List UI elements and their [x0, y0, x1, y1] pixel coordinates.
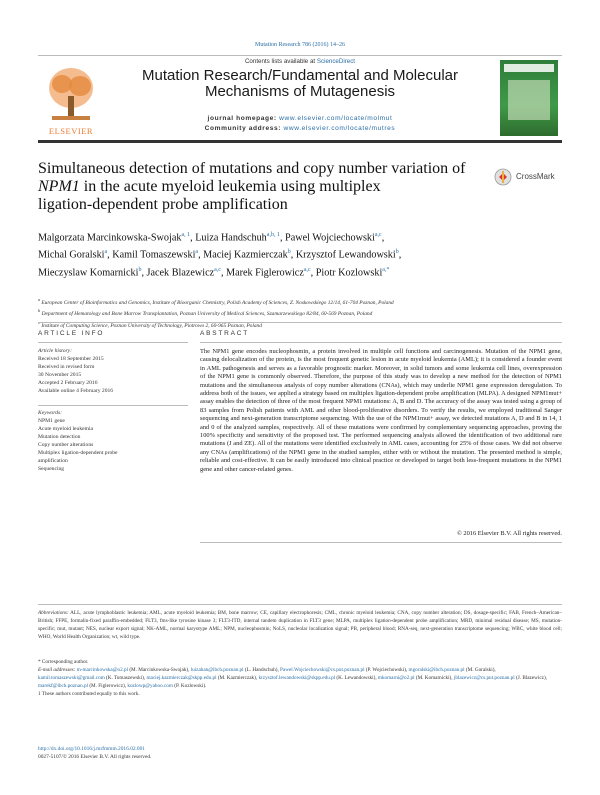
email-link[interactable]: kamil.tomaszewski@gmail.com: [38, 675, 105, 681]
author-name: Mieczyslaw Komarnicki: [38, 267, 139, 279]
email-owner: (J. Blazewicz),: [514, 675, 547, 681]
author-list: Malgorzata Marcinkowska-Swojak$^{a, 1}$, Luiza Handschuh$^{a,b, 1}$, Pawel Wojciechowski$^{a,c}$, Michal Goralski$^a$, Kamil Tomaszewski$^a$, Maciej Kazmierczak$^b$, Krzysztof Lewandowski$^b$, Mieczyslaw Komarnicki$^b$, Jacek Blazewicz$^{a,c}$, Marek Figlerowicz$^{a,c}$, Piotr Kozlowski$^{a,*}$: [38, 232, 402, 279]
journal-title-line1: Mutation Research/Fundamental and Molecular: [141, 67, 458, 84]
divider: [38, 319, 562, 325]
issn-line: 0027-5107/© 2016 Elsevier B.V. All rights reserved.: [38, 754, 152, 760]
keywords: [38, 409, 188, 473]
abbreviations-text: ALL, acute lymphoblastic leukemia; AML, acute myeloid leukemia; BM, bone marrow; CE, capillary electrophoresis; CML, chronic myeloid leukemia; CNA, copy number alteration; DS, dosage-specific; FAB, French–American–British; FFPE, formalin-fixed paraffin-embedded; FLT3, fms-like tyrosine kinase 3; FLT3-ITD, internal tandem duplication in FLT3 gene; MLPA, multiplex ligation-dependent probe amplification; MRD, minimal residual disease; MS, mutation-specific; mut, mutant; NES, nuclear export signal; NK-AML, normal karyotype AML; NPM, nucleophosmin; NoLS, nucleolar localization signal; PB, peripheral blood; RNA-seq, next-generation transcriptome sequencing; WBC, white blood cell; WHO, World Health Organization; wt, wild type.: [38, 610, 562, 640]
crossmark-badge[interactable]: [494, 168, 558, 188]
author-name: Luiza Handschuh: [195, 232, 267, 244]
author-affiliation-marker[interactable]: b: [287, 249, 291, 256]
contents-prefix: Contents lists available at: [244, 58, 317, 65]
email-link[interactable]: luizahan@ibch.poznan.pl: [190, 667, 244, 673]
author-affiliation-marker[interactable]: a,c: [374, 232, 382, 238]
email-link[interactable]: m-marcinkowska@o2.pl: [76, 667, 129, 673]
email-owner: (M. Marcinkowska-Swojak),: [128, 667, 191, 673]
email-link[interactable]: mkomarni@o2.pl: [377, 675, 415, 681]
doi-link[interactable]: http://dx.doi.org/10.1016/j.mrfmmm.2016.02.001: [38, 746, 145, 752]
email-owner: (K. Tomaszewski),: [104, 675, 147, 681]
affiliation-marker: c: [38, 319, 40, 325]
keyword: Mutation detection: [38, 434, 81, 440]
affiliation-marker: b: [38, 308, 41, 314]
author-name: Kamil Tomaszewski: [112, 249, 196, 261]
elsevier-tree-logo: [40, 60, 102, 136]
article-title: [38, 160, 478, 214]
divider: [200, 342, 562, 343]
cover-banner: [504, 64, 554, 72]
affiliation-text: European Center of Bioinformatics and Genomics, Institute of Bioorganic Chemistry, Polish Academy of Sciences, Z. Noskowskiego 12/14, 61-704 Poznan, Poland: [40, 299, 394, 306]
email-owner: (P. Kozlowski).: [172, 683, 207, 689]
equal-contribution-note: 1 These authors contributed equally to this work.: [38, 691, 140, 697]
affiliation: [38, 307, 562, 318]
affiliations: [38, 296, 562, 330]
journal-cover-thumbnail: [500, 60, 558, 136]
author-affiliation-marker[interactable]: a: [195, 249, 199, 256]
keyword: Sequencing: [38, 466, 65, 472]
author-notes: [38, 658, 562, 698]
history-label: Article history:: [38, 348, 73, 354]
divider: [38, 604, 562, 605]
email-link[interactable]: mgoralski@ibch.poznan.pl: [408, 667, 465, 673]
email-addresses: [38, 666, 562, 690]
email-label: E-mail addresses:: [38, 667, 76, 673]
email-owner: (M. Komarnicki),: [414, 675, 454, 681]
affiliation-text: Department of Hematology and Bone Marrow Transplantation, Poznan University of Medical Sciences, Szamarzewskiego 82/84, 60-569 Poznan, Poland: [40, 311, 373, 318]
email-link[interactable]: jblazewicz@cs.put.poznan.pl: [453, 675, 515, 681]
keywords-label: Keywords:: [38, 410, 63, 416]
keyword: NPM1 gene: [38, 418, 65, 424]
elsevier-wordmark: ELSEVIER: [48, 126, 94, 136]
abbreviations-label: Abbreviations:: [38, 610, 69, 616]
author-affiliation-marker[interactable]: a,*: [382, 266, 390, 273]
author-affiliation-marker[interactable]: a,c: [214, 266, 221, 273]
article-info-heading: ARTICLE INFO: [38, 330, 105, 337]
contents-available: [110, 58, 490, 65]
author-affiliation-marker[interactable]: a, 1: [181, 232, 191, 238]
journal-homepage: [110, 115, 490, 122]
title-gene: NPM1: [38, 178, 80, 195]
author-affiliation-marker[interactable]: b: [395, 249, 399, 256]
author-name: Piotr Kozlowski: [315, 267, 383, 279]
affiliation-marker: a: [38, 297, 40, 302]
email-owner: (M. Figlerowicz),: [88, 683, 128, 689]
keyword: Multiplex ligation-dependent probe: [38, 450, 118, 456]
history-entry: Received in revised form: [38, 364, 95, 370]
homepage-link[interactable]: www.elsevier.com/locate/molmut: [279, 115, 393, 122]
history-entry: Available online 4 February 2016: [38, 388, 114, 394]
divider: [38, 342, 188, 343]
affiliation: [38, 319, 562, 330]
history-entry: 30 November 2015: [38, 372, 82, 378]
email-owner: (P. Wojciechowski),: [364, 667, 409, 673]
email-link[interactable]: kozlowp@yahoo.com: [127, 683, 173, 689]
author-affiliation-marker[interactable]: b: [138, 266, 142, 273]
author-name: Marek Figlerowicz: [226, 267, 304, 279]
author-name: Krzysztof Lewandowski: [295, 249, 396, 261]
email-link[interactable]: marekf@ibch.poznan.pl: [38, 683, 89, 689]
email-link[interactable]: Pawel.Wojciechowski@cs.put.poznan.pl: [280, 667, 365, 673]
corresponding-author: * Corresponding author.: [38, 659, 89, 665]
community-link[interactable]: www.elsevier.com/locate/mutres: [283, 125, 396, 132]
article-history: [38, 347, 188, 395]
affiliation: [38, 296, 562, 307]
journal-title: [110, 68, 490, 100]
history-entry: Accepted 2 February 2016: [38, 380, 98, 386]
author-name: Michal Goralski: [38, 249, 105, 261]
affiliation-text: Institute of Computing Science, Poznan University of Technology, Piotrowo 2, 60-965 Poznan, Poland: [40, 322, 262, 329]
journal-citation[interactable]: Mutation Research 786 (2016) 14–26: [255, 42, 345, 48]
homepage-label: journal homepage:: [207, 115, 280, 122]
email-owner: (M. Kazmierczak),: [216, 675, 259, 681]
title-part3: ligation-dependent probe amplification: [38, 196, 288, 213]
abstract-heading: ABSTRACT: [200, 330, 250, 337]
email-owner: (L. Handschuh),: [243, 667, 281, 673]
author-affiliation-marker[interactable]: a,b, 1: [266, 232, 280, 238]
email-owner: (K. Lewandowski),: [335, 675, 378, 681]
author-affiliation-marker[interactable]: a,c: [303, 266, 311, 273]
author-name: Pawel Wojciechowski: [285, 232, 375, 244]
email-owner: (M. Goralski),: [464, 667, 496, 673]
community-label: Community address:: [204, 125, 284, 132]
abbreviations-footnote: [38, 609, 562, 641]
title-part1: Simultaneous detection of mutations and copy number variation of: [38, 160, 466, 177]
author-name: Malgorzata Marcinkowska-Swojak: [38, 232, 182, 244]
history-entry: Received 18 September 2015: [38, 356, 104, 362]
abstract-copyright: © 2016 Elsevier B.V. All rights reserved.: [456, 530, 562, 537]
email-link[interactable]: krzysztof.lewandowski@skpp.edu.pl: [258, 675, 336, 681]
abstract-text: [200, 348, 562, 474]
community-address: [110, 125, 490, 132]
divider: [38, 405, 188, 406]
keyword: Acute myeloid leukemia: [38, 426, 93, 432]
cover-image: [508, 80, 550, 120]
author-name: Maciej Kazmierczak: [203, 249, 288, 261]
abstract-body: The NPM1 gene encodes nucleophosmin, a protein involved in multiple cell functions and carcinogenesis. Mutation of the NPM1 gene, causing delocalization of the protein, is the most frequent genetic lesion in acute myeloid leukemia (AML); it is considered a founder event in AML pathogenesis and serves as a favorable prognostic marker. Moreover, in solid tumors and some leukemia cell lines, overexpression of the NPM1 gene is commonly observed. Therefore, the purpose of this study was to develop a new method for the detection of NPM1 mutations and the simultaneous analysis of copy number alterations (CNAs), which may underlie NPM1 gene expression deregulation. To address both of the issues, we applied a strategy based on multiplex ligation-dependent probe amplification (MLPA). A designed NPM1mut+ assay enables the detection of three of the most frequent NPM1 mutations: A, B and D. The accuracy of the assay was tested using a group of 83 samples from Polish patients with AML and other blood-proliferative disorders. To verify the results, we employed traditional Sanger sequencing and next-generation transcriptome sequencing. With the use of the NPM1mut+ assay, we detected mutations A, D and B in 14, 1 and 0 of the analyzed samples, respectively. All of these mutations were confirmed by complementary sequencing approaches, proving the 100% specificity and sensitivity of the proposed test. The performed sequencing analysis allowed the identification of two additional rare mutations (J and ZE). All of the mutations were identified exclusively in AML cases, accounting for 25% of those cases. We did not observe any CNAs (amplifications) of the NPM1 gene in the studied samples, either with or without the mutation. The presented method is simple, reliable and cost-effective. It can be easily introduced into clinical practice or developed to target both less-frequent mutations in the NPM1 gene and other cancer-related genes.: [200, 348, 562, 473]
journal-title-line2: Mechanisms of Mutagenesis: [204, 83, 396, 100]
title-part2: in the acute myeloid leukemia using multiplex: [79, 178, 381, 195]
keyword: Copy number alterations: [38, 442, 94, 448]
author-affiliation-marker[interactable]: a: [104, 249, 108, 256]
author-name: Jacek Blazewicz: [146, 267, 215, 279]
crossmark-icon: [494, 168, 512, 186]
keyword: amplification: [38, 458, 68, 464]
email-link[interactable]: maciej.kazmierczak@skpp.edu.pl: [146, 675, 217, 681]
divider: [200, 542, 562, 543]
sciencedirect-link[interactable]: ScienceDirect: [316, 58, 356, 65]
crossmark-label: CrossMark: [516, 172, 555, 181]
